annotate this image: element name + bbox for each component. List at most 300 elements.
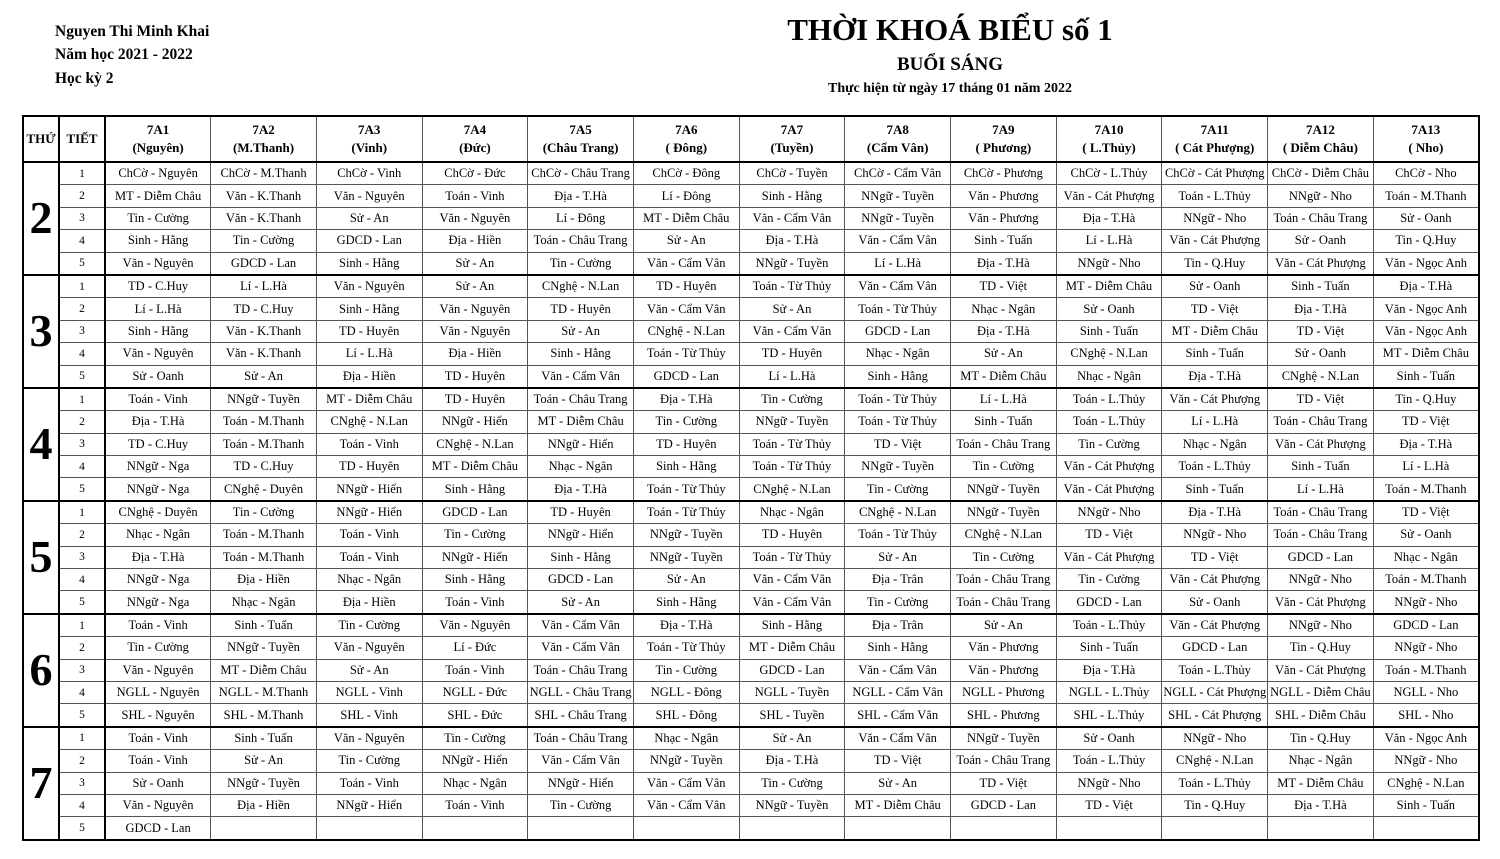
school-info: [55, 20, 209, 90]
period-number: 4: [59, 794, 105, 816]
period-number: 3: [59, 546, 105, 568]
timetable-cell: Toán - Từ Thủy: [845, 298, 951, 320]
timetable-cell: Văn - Nguyên: [422, 298, 528, 320]
timetable-cell: NGLL - L.Thủy: [1056, 681, 1162, 703]
timetable-cell: CNghệ - N.Lan: [739, 478, 845, 501]
timetable-cell: TD - C.Huy: [105, 433, 211, 455]
timetable-cell: NNgữ - Hiển: [422, 546, 528, 568]
timetable-cell: Sử - An: [739, 298, 845, 320]
period-number: 2: [59, 524, 105, 546]
timetable-cell: CNghệ - N.Lan: [951, 524, 1057, 546]
timetable-cell: Văn - Cát Phượng: [1056, 546, 1162, 568]
timetable-cell: Toán - Vinh: [105, 750, 211, 772]
timetable-cell: TD - Huyên: [633, 433, 739, 455]
timetable-cell: MT - Diễm Châu: [105, 185, 211, 207]
timetable-cell: Toán - Vinh: [316, 433, 422, 455]
class-name: 7A13: [1411, 122, 1441, 138]
timetable-cell: NNgữ - Tuyền: [739, 794, 845, 816]
timetable-cell: Địa - Trân: [845, 614, 951, 637]
timetable-cell: Văn - Cẩm Vân: [739, 320, 845, 342]
timetable-cell: NNgữ - Nho: [1056, 501, 1162, 524]
timetable-cell: Toán - Từ Thủy: [845, 524, 951, 546]
period-number: 5: [59, 591, 105, 614]
timetable-cell: CNghệ - N.Lan: [1162, 750, 1268, 772]
timetable-cell: Văn - Cát Phượng: [1268, 252, 1374, 275]
timetable-cell: Địa - T.Hà: [528, 478, 634, 501]
timetable-cell: Lí - L.Hà: [845, 252, 951, 275]
timetable-cell: Sử - Oanh: [105, 772, 211, 794]
timetable-cell-empty: [633, 817, 739, 840]
timetable-cell: NNgữ - Tuyền: [845, 185, 951, 207]
timetable-cell: CNghệ - N.Lan: [316, 411, 422, 433]
timetable-cell: MT - Diễm Châu: [739, 637, 845, 659]
timetable-cell: Địa - T.Hà: [951, 320, 1057, 342]
timetable-cell: Lí - L.Hà: [105, 298, 211, 320]
timetable-cell: Văn - Nguyên: [105, 343, 211, 365]
timetable-cell: Địa - T.Hà: [633, 388, 739, 411]
timetable-cell: Địa - T.Hà: [1268, 298, 1374, 320]
timetable-cell: Văn - Cẩm Vân: [528, 750, 634, 772]
timetable-cell: Văn - Cẩm Vân: [845, 659, 951, 681]
timetable-cell: CNghệ - N.Lan: [1373, 772, 1479, 794]
timetable-cell: Lí - Đông: [528, 207, 634, 229]
timetable-cell: Văn - Nguyên: [316, 275, 422, 298]
timetable-cell: Sinh - Hằng: [528, 343, 634, 365]
timetable-cell: Sử - Oanh: [1373, 524, 1479, 546]
period-number: 3: [59, 207, 105, 229]
timetable-cell: TD - Huyên: [739, 524, 845, 546]
timetable-cell: GDCD - Lan: [316, 230, 422, 252]
timetable-cell: ChCờ - Phương: [951, 162, 1057, 185]
timetable-cell: Văn - Cẩm Vân: [528, 637, 634, 659]
timetable-cell: Địa - T.Hà: [1162, 501, 1268, 524]
day-number: 4: [23, 388, 59, 501]
timetable-cell: Địa - T.Hà: [739, 750, 845, 772]
timetable-cell: ChCờ - M.Thanh: [211, 162, 317, 185]
timetable-row-day4-period4: [23, 456, 1479, 478]
class-teacher: (Châu Trang): [542, 140, 619, 155]
timetable-cell: Địa - T.Hà: [951, 252, 1057, 275]
timetable-cell: NNgữ - Tuyền: [951, 478, 1057, 501]
timetable-row-day7-period2: [23, 750, 1479, 772]
timetable-cell: Văn - Nguyên: [316, 637, 422, 659]
timetable-cell: Sinh - Tuấn: [211, 614, 317, 637]
timetable-cell: TD - Huyên: [422, 365, 528, 388]
timetable-cell: NNgữ - Nho: [1162, 727, 1268, 750]
timetable-body: [23, 162, 1479, 840]
column-header-class-7a13: [1373, 116, 1479, 162]
timetable-cell: Văn - Nguyên: [105, 252, 211, 275]
timetable-cell: TD - Việt: [1268, 320, 1374, 342]
timetable-cell: MT - Diễm Châu: [1373, 343, 1479, 365]
timetable-cell: Văn - Cẩm Vân: [633, 794, 739, 816]
column-header-class-7a11: [1162, 116, 1268, 162]
timetable-cell: Văn - Ngọc Anh: [1373, 727, 1479, 750]
timetable-cell: NGLL - Châu Trang: [528, 681, 634, 703]
timetable-cell: Nhạc - Ngân: [528, 456, 634, 478]
timetable-row-day2-period1: [23, 162, 1479, 185]
timetable-cell: NGLL - Phương: [951, 681, 1057, 703]
timetable-cell: NNgữ - Tuyền: [845, 456, 951, 478]
timetable-row-day3-period1: [23, 275, 1479, 298]
timetable-row-day6-period4: [23, 681, 1479, 703]
timetable-cell: Văn - K.Thanh: [211, 343, 317, 365]
timetable-cell: ChCờ - Đức: [422, 162, 528, 185]
class-name: 7A8: [886, 122, 909, 138]
timetable-cell: MT - Diễm Châu: [316, 388, 422, 411]
timetable-cell: Tin - Cường: [316, 750, 422, 772]
period-number: 1: [59, 388, 105, 411]
period-number: 5: [59, 365, 105, 388]
timetable-cell: Tin - Cường: [105, 637, 211, 659]
timetable-cell: Toán - Vinh: [422, 794, 528, 816]
timetable-row-day7-period4: [23, 794, 1479, 816]
timetable-cell: Văn - Cát Phượng: [1056, 456, 1162, 478]
timetable-cell: NNgữ - Tuyền: [633, 546, 739, 568]
timetable-row-day4-period2: [23, 411, 1479, 433]
timetable-cell: Văn - Cẩm Vân: [633, 298, 739, 320]
timetable-cell: Toán - M.Thanh: [1373, 478, 1479, 501]
timetable-cell: Sử - Oanh: [1162, 275, 1268, 298]
timetable-cell: SHL - Tuyền: [739, 704, 845, 727]
class-teacher: ( Đông): [665, 140, 708, 155]
timetable-row-day4-period5: [23, 478, 1479, 501]
timetable-cell: Văn - Phương: [951, 637, 1057, 659]
timetable-cell: NNgữ - Tuyền: [739, 252, 845, 275]
timetable-cell: Toán - Châu Trang: [528, 388, 634, 411]
timetable-cell: Tin - Cường: [211, 230, 317, 252]
timetable-row-day7-period1: [23, 727, 1479, 750]
timetable-cell: Toán - Châu Trang: [1268, 207, 1374, 229]
timetable-cell: Tin - Cường: [422, 524, 528, 546]
timetable-cell: NGLL - Cẩm Vân: [845, 681, 951, 703]
timetable-cell: SHL - Đông: [633, 704, 739, 727]
timetable-cell: NNgữ - Hiển: [316, 501, 422, 524]
timetable-row-day7-period5: [23, 817, 1479, 840]
timetable-cell: Toán - Từ Thủy: [633, 343, 739, 365]
period-number: 2: [59, 185, 105, 207]
class-teacher: (Vinh): [351, 140, 388, 155]
timetable-cell: Toán - Châu Trang: [1268, 411, 1374, 433]
timetable-cell: NNgữ - Nho: [1268, 185, 1374, 207]
period-number: 1: [59, 727, 105, 750]
timetable-cell: ChCờ - Châu Trang: [528, 162, 634, 185]
timetable-cell: Toán - Châu Trang: [951, 569, 1057, 591]
timetable-cell: Văn - Nguyên: [422, 207, 528, 229]
timetable-cell: Văn - Phương: [951, 185, 1057, 207]
timetable-cell: ChCờ - Tuyền: [739, 162, 845, 185]
timetable-cell: Tin - Cường: [1056, 433, 1162, 455]
timetable-cell: TD - Việt: [1373, 501, 1479, 524]
timetable-cell: Nhạc - Ngân: [211, 591, 317, 614]
timetable-cell: Địa - T.Hà: [1056, 659, 1162, 681]
column-header-class-7a2: [211, 116, 317, 162]
timetable-cell: NNgữ - Hiển: [528, 433, 634, 455]
timetable-cell-empty: [1373, 817, 1479, 840]
timetable-cell: SHL - Vinh: [316, 704, 422, 727]
timetable-row-day3-period4: [23, 343, 1479, 365]
period-number: 3: [59, 320, 105, 342]
timetable-cell: SHL - Cát Phượng: [1162, 704, 1268, 727]
timetable-cell: Sinh - Hằng: [845, 365, 951, 388]
timetable-cell: ChCờ - L.Thủy: [1056, 162, 1162, 185]
class-teacher: ( Nho): [1408, 140, 1444, 155]
timetable-cell: Văn - Ngọc Anh: [1373, 298, 1479, 320]
timetable-cell: CNghệ - N.Lan: [1056, 343, 1162, 365]
timetable-cell: TD - Việt: [951, 275, 1057, 298]
timetable-cell: Địa - Hiền: [316, 591, 422, 614]
timetable-cell: Nhạc - Ngân: [951, 298, 1057, 320]
class-teacher: ( Phương): [975, 140, 1032, 155]
timetable-cell: Sinh - Tuấn: [1373, 794, 1479, 816]
timetable-cell-empty: [845, 817, 951, 840]
timetable-cell: Sử - Oanh: [1162, 591, 1268, 614]
class-name: 7A11: [1200, 122, 1229, 138]
timetable-cell: GDCD - Lan: [633, 365, 739, 388]
timetable-cell-empty: [211, 817, 317, 840]
column-header-class-7a3: [316, 116, 422, 162]
timetable-cell: Tin - Cường: [528, 794, 634, 816]
timetable-cell: Văn - K.Thanh: [211, 185, 317, 207]
timetable-cell: TD - Việt: [1373, 411, 1479, 433]
timetable-cell: Tin - Q.Huy: [1268, 637, 1374, 659]
timetable-cell: Sử - An: [845, 546, 951, 568]
period-number: 5: [59, 817, 105, 840]
timetable-row-day3-period5: [23, 365, 1479, 388]
timetable-cell: Sử - An: [211, 365, 317, 388]
timetable-cell: NGLL - Diễm Châu: [1268, 681, 1374, 703]
timetable-cell: Sinh - Hằng: [105, 320, 211, 342]
timetable-cell: Toán - Vinh: [422, 185, 528, 207]
timetable-cell: NNgữ - Nho: [1162, 207, 1268, 229]
class-teacher: ( Cát Phượng): [1175, 140, 1255, 155]
timetable-cell: Sinh - Hằng: [633, 591, 739, 614]
timetable-cell: Toán - Từ Thủy: [633, 637, 739, 659]
timetable-cell: Toán - L.Thủy: [1056, 750, 1162, 772]
timetable-cell-empty: [316, 817, 422, 840]
timetable-row-day3-period2: [23, 298, 1479, 320]
timetable-cell: Nhạc - Ngân: [422, 772, 528, 794]
timetable-cell: SHL - Cẩm Vân: [845, 704, 951, 727]
timetable-cell: SHL - L.Thủy: [1056, 704, 1162, 727]
timetable-cell: MT - Diễm Châu: [1056, 275, 1162, 298]
timetable-cell: Văn - Ngọc Anh: [1373, 252, 1479, 275]
timetable-cell: Văn - Cẩm Vân: [739, 569, 845, 591]
timetable-cell: NNgữ - Nho: [1268, 614, 1374, 637]
timetable-cell: NNgữ - Hiển: [528, 524, 634, 546]
timetable-cell: Văn - K.Thanh: [211, 320, 317, 342]
timetable-cell: Văn - Cẩm Vân: [845, 230, 951, 252]
timetable-cell: GDCD - Lan: [1162, 637, 1268, 659]
timetable-cell: SHL - Nguyên: [105, 704, 211, 727]
timetable-cell: NNgữ - Nho: [1056, 772, 1162, 794]
class-teacher: (Đức): [459, 140, 491, 155]
timetable-cell: SHL - Nho: [1373, 704, 1479, 727]
timetable-cell-empty: [1056, 817, 1162, 840]
timetable-cell: MT - Diễm Châu: [528, 411, 634, 433]
timetable-cell: Sinh - Tuấn: [1162, 478, 1268, 501]
timetable-cell: Tin - Cường: [951, 546, 1057, 568]
timetable-cell: GDCD - Lan: [422, 501, 528, 524]
timetable-cell: Sinh - Tuấn: [951, 411, 1057, 433]
timetable-cell: Địa - Hiền: [422, 230, 528, 252]
timetable-cell: Sử - An: [528, 320, 634, 342]
timetable-cell: Toán - Vinh: [105, 388, 211, 411]
timetable-cell: Sử - Oanh: [1268, 343, 1374, 365]
timetable-cell: Văn - Nguyên: [105, 659, 211, 681]
timetable-cell: NNgữ - Hiển: [316, 478, 422, 501]
effective-date: Thực hiện từ ngày 17 tháng 01 năm 2022: [828, 80, 1072, 96]
class-name: 7A12: [1305, 122, 1335, 138]
timetable-row-day6-period3: [23, 659, 1479, 681]
timetable-cell: Sinh - Hằng: [316, 298, 422, 320]
timetable-cell: Nhạc - Ngân: [316, 569, 422, 591]
timetable-cell: Toán - Vinh: [422, 591, 528, 614]
column-header-class-7a9: [951, 116, 1057, 162]
timetable-cell: Lí - L.Hà: [1268, 478, 1374, 501]
timetable-cell: Toán - Từ Thủy: [633, 501, 739, 524]
timetable-row-day2-period4: [23, 230, 1479, 252]
timetable-cell: NNgữ - Tuyền: [739, 411, 845, 433]
timetable-cell: SHL - Diễm Châu: [1268, 704, 1374, 727]
timetable-cell: Văn - Cẩm Vân: [633, 252, 739, 275]
timetable-cell: Lí - Đông: [633, 185, 739, 207]
timetable-cell: Toán - Từ Thủy: [739, 275, 845, 298]
timetable-cell: Toán - Châu Trang: [1268, 501, 1374, 524]
timetable-cell: ChCờ - Đông: [633, 162, 739, 185]
timetable-cell: Sử - An: [211, 750, 317, 772]
timetable-row-day5-period1: [23, 501, 1479, 524]
column-header-class-7a5: [528, 116, 634, 162]
timetable-cell: Toán - Châu Trang: [951, 433, 1057, 455]
timetable-cell: Toán - M.Thanh: [1373, 569, 1479, 591]
timetable-cell: Văn - Cát Phượng: [1162, 569, 1268, 591]
timetable-cell: Văn - Cát Phượng: [1268, 659, 1374, 681]
timetable-cell: Sử - Oanh: [1268, 230, 1374, 252]
period-number: 4: [59, 456, 105, 478]
timetable-row-day2-period3: [23, 207, 1479, 229]
timetable-cell: Văn - Cẩm Vân: [845, 275, 951, 298]
timetable-cell: Nhạc - Ngân: [1268, 750, 1374, 772]
class-name: 7A5: [569, 122, 592, 138]
period-number: 2: [59, 411, 105, 433]
timetable-cell: NGLL - Nho: [1373, 681, 1479, 703]
timetable-cell: GDCD - Lan: [105, 817, 211, 840]
timetable-cell: TD - Huyên: [739, 343, 845, 365]
timetable-cell: TD - Việt: [845, 750, 951, 772]
timetable-cell: Toán - M.Thanh: [211, 546, 317, 568]
timetable-cell: NNgữ - Nga: [105, 478, 211, 501]
timetable-cell: ChCờ - Cát Phượng: [1162, 162, 1268, 185]
timetable-cell-empty: [422, 817, 528, 840]
timetable-cell: Văn - Cẩm Vân: [528, 365, 634, 388]
timetable-cell: Sử - An: [951, 343, 1057, 365]
timetable-cell: NNgữ - Nga: [105, 591, 211, 614]
timetable-cell: Lí - L.Hà: [211, 275, 317, 298]
timetable-cell: GDCD - Lan: [1373, 614, 1479, 637]
timetable-cell: Toán - Châu Trang: [528, 659, 634, 681]
timetable-row-day5-period5: [23, 591, 1479, 614]
timetable-cell: Văn - Phương: [951, 207, 1057, 229]
timetable-row-day5-period2: [23, 524, 1479, 546]
period-number: 4: [59, 343, 105, 365]
timetable-cell: Sử - An: [316, 659, 422, 681]
class-teacher: (M.Thanh): [233, 140, 295, 155]
timetable-cell: Tin - Q.Huy: [1162, 252, 1268, 275]
timetable-cell: Toán - Từ Thủy: [845, 388, 951, 411]
timetable-cell: TD - Việt: [845, 433, 951, 455]
timetable-row-day2-period5: [23, 252, 1479, 275]
timetable-cell: NNgữ - Tuyền: [845, 207, 951, 229]
class-teacher: (Nguyên): [132, 140, 184, 155]
timetable-cell: Địa - T.Hà: [1162, 365, 1268, 388]
timetable-cell: Văn - Cát Phượng: [1056, 185, 1162, 207]
timetable-cell: NNgữ - Tuyền: [211, 637, 317, 659]
timetable-cell: Địa - Hiền: [422, 343, 528, 365]
timetable-cell: Toán - Châu Trang: [951, 750, 1057, 772]
class-name: 7A2: [252, 122, 275, 138]
timetable-cell: Sử - An: [633, 230, 739, 252]
timetable-cell: Địa - T.Hà: [1373, 275, 1479, 298]
timetable-cell: Tin - Q.Huy: [1373, 230, 1479, 252]
timetable-cell: MT - Diễm Châu: [211, 659, 317, 681]
timetable-cell: Văn - Cát Phượng: [1162, 388, 1268, 411]
timetable-cell: TD - Việt: [1268, 388, 1374, 411]
timetable-cell: Sử - An: [845, 772, 951, 794]
timetable-cell: Văn - Nguyên: [316, 185, 422, 207]
timetable-cell: Toán - Từ Thủy: [739, 456, 845, 478]
timetable-cell: Địa - Hiền: [316, 365, 422, 388]
timetable-cell: NNgữ - Tuyền: [633, 750, 739, 772]
timetable-cell: NGLL - Đức: [422, 681, 528, 703]
timetable-cell: Nhạc - Ngân: [1056, 365, 1162, 388]
timetable-cell: CNghệ - N.Lan: [422, 433, 528, 455]
timetable-cell: Sử - An: [528, 591, 634, 614]
timetable-cell: Toán - M.Thanh: [1373, 185, 1479, 207]
period-number: 2: [59, 750, 105, 772]
timetable-cell: GDCD - Lan: [739, 659, 845, 681]
class-name: 7A7: [780, 122, 804, 138]
timetable-cell: Sinh - Tuấn: [1268, 456, 1374, 478]
timetable-cell: TD - Việt: [1056, 524, 1162, 546]
timetable-cell: Văn - Cẩm Vân: [528, 614, 634, 637]
timetable-cell: Địa - T.Hà: [1373, 433, 1479, 455]
timetable-cell: NNgữ - Nho: [1373, 591, 1479, 614]
timetable-cell: Toán - Châu Trang: [951, 591, 1057, 614]
timetable-cell: MT - Diễm Châu: [1162, 320, 1268, 342]
timetable-cell: MT - Diễm Châu: [1268, 772, 1374, 794]
class-name: 7A3: [358, 122, 381, 138]
school-year: Năm học 2021 - 2022: [55, 46, 193, 64]
timetable-cell: Sinh - Tuấn: [1056, 637, 1162, 659]
timetable-cell: Toán - Châu Trang: [1268, 524, 1374, 546]
timetable-cell: CNghệ - Duyên: [105, 501, 211, 524]
timetable-cell: Toán - M.Thanh: [1373, 659, 1479, 681]
timetable-cell: Địa - T.Hà: [1056, 207, 1162, 229]
timetable-cell: Tin - Cường: [633, 411, 739, 433]
timetable-cell: Tin - Cường: [845, 478, 951, 501]
timetable-cell: MT - Diễm Châu: [845, 794, 951, 816]
timetable-cell: CNghệ - N.Lan: [1268, 365, 1374, 388]
timetable-cell: TD - Việt: [1162, 298, 1268, 320]
timetable-cell: Sinh - Tuấn: [1162, 343, 1268, 365]
column-header-thu: THỨ: [23, 116, 59, 162]
timetable-cell: NNgữ - Hiển: [422, 750, 528, 772]
class-name: 7A6: [675, 122, 698, 138]
timetable-cell: TD - Việt: [1162, 546, 1268, 568]
timetable-cell: Toán - Vinh: [105, 727, 211, 750]
timetable-cell: Tin - Cường: [316, 614, 422, 637]
